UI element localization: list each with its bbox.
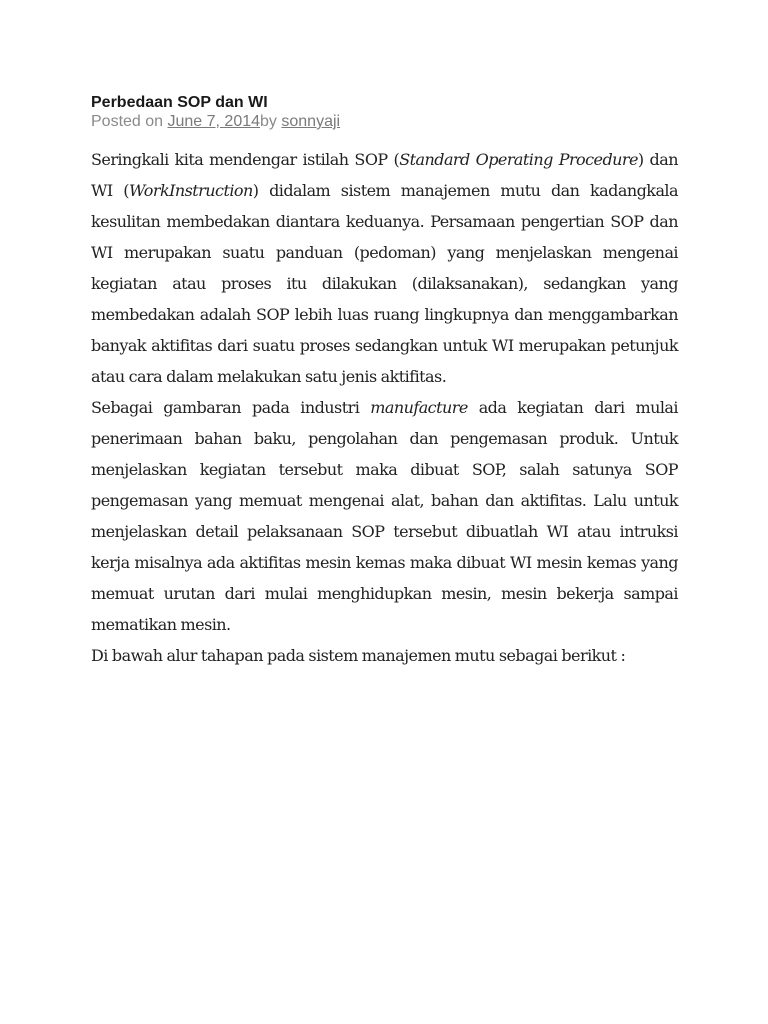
- post-title: Perbedaan SOP dan WI: [91, 94, 268, 111]
- paragraph-1: [91, 144, 678, 392]
- posted-on-label: Posted on: [91, 113, 168, 130]
- paragraph-2-text-2: ada kegiatan dari mulai penerimaan bahan baku, pengolahan dan pengemasan produk. Untuk menjelaskan kegiatan tersebut maka dibuat SOP, salah satunya SOP pengemasan yang memuat mengenai alat, bahan dan aktifitas. Lalu untuk menjelaskan detail pelaksanaan SOP tersebut dibuatlah WI atau intruksi kerja misalnya ada aktifitas mesin kemas maka dibuat WI mesin kemas yang memuat urutan dari mulai menghidupkan mesin, mesin bekerja sampai mematikan mesin.: [91, 398, 678, 634]
- by-label: by: [260, 113, 282, 130]
- paragraph-1-italic-1: Standard Operating Procedure: [399, 150, 638, 169]
- post-date-link[interactable]: June 7, 2014: [167, 113, 261, 130]
- paragraph-2-text-1: Sebagai gambaran pada industri: [91, 398, 371, 417]
- paragraph-1-text-1: Seringkali kita mendengar istilah SOP (: [91, 150, 400, 169]
- paragraph-1-text-3: ) didalam sistem manajemen mutu dan kadangkala kesulitan membedakan diantara keduanya. Persamaan pengertian SOP dan WI merupakan suatu panduan (pedoman) yang menjelaskan mengenai kegiatan atau proses itu dilakukan (dilaksanakan), sedangkan yang membedakan adalah SOP lebih luas ruang lingkupnya dan menggambarkan banyak aktifitas dari suatu proses sedangkan untuk WI merupakan petunjuk atau cara dalam melakukan satu jenis aktifitas.: [91, 181, 678, 386]
- paragraph-3: Di bawah alur tahapan pada sistem manajemen mutu sebagai berikut :: [91, 646, 626, 665]
- paragraph-1-text-2: ) dan WI (: [91, 150, 678, 200]
- paragraph-2: [91, 392, 678, 640]
- paragraph-1-italic-2: WorkInstruction: [128, 181, 253, 200]
- author-link[interactable]: sonnyaji: [281, 113, 341, 130]
- article: [91, 94, 678, 671]
- paragraph-2-italic-1: manufacture: [370, 398, 468, 417]
- post-meta: [91, 112, 678, 132]
